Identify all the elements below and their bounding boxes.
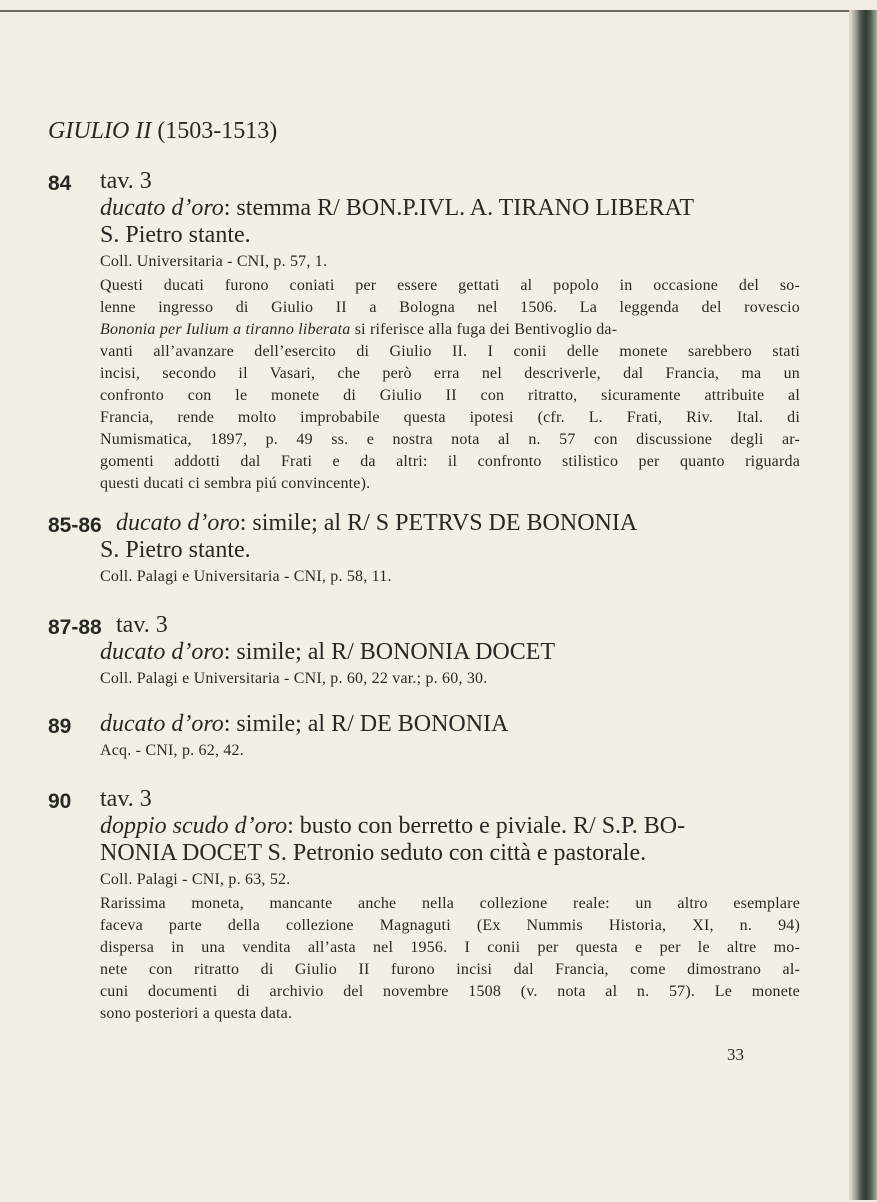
coin-description-2: NONIA DOCET S. Petronio seduto con città e pastorale.: [100, 840, 647, 866]
note-line: lenne ingresso di Giulio II a Bologna nel 1506. La leggenda del rovescio: [100, 299, 800, 316]
page-number: 33: [727, 1045, 744, 1064]
collection-ref: Acq. - CNI, p. 62, 42.: [100, 742, 244, 759]
note-line: vanti all’avanzare dell’esercito di Giulio II. I conii delle monete sarebbero stati: [100, 343, 800, 360]
note-italic: Bononia per Iulium a tiranno liberata: [100, 321, 351, 338]
coin-description: [100, 639, 800, 666]
entry-number: 87-88: [48, 616, 102, 639]
collection-ref: Coll. Universitaria - CNI, p. 57, 1.: [100, 253, 328, 270]
entry-number: 84: [48, 172, 72, 195]
note-line: dispersa in una vendita all’asta nel 1956. I conii per questa e per le altre mo-: [100, 939, 800, 956]
note-line: [100, 319, 800, 341]
ruler-name: GIULIO II: [48, 118, 152, 144]
collection-ref: Coll. Palagi e Universitaria - CNI, p. 60, 22 var.; p. 60, 30.: [100, 670, 488, 687]
note-line: sono posteriori a questa data.: [100, 1005, 293, 1022]
coin-description: [100, 813, 800, 840]
coin-legend: : simile; al R/ S PETRVS DE BONONIA: [239, 510, 638, 536]
coin-legend: : stemma R/ BON.P.IVL. A. TIRANO LIBERAT: [223, 195, 694, 221]
section-heading: [48, 118, 277, 145]
reign-dates: (1503-1513): [157, 118, 278, 144]
note-line: Rarissima moneta, mancante anche nella collezione reale: un altro esemplare: [100, 895, 800, 912]
coin-type: ducato d’oro: [100, 195, 224, 221]
coin-legend: : simile; al R/ DE BONONIA: [223, 711, 509, 737]
coin-legend: : simile; al R/ BONONIA DOCET: [223, 639, 556, 665]
entry-number: 89: [48, 715, 72, 738]
coin-description-2: S. Pietro stante.: [100, 222, 251, 248]
coin-legend: : busto con berretto e piviale. R/ S.P. BO-: [287, 813, 686, 839]
entry-note: [100, 893, 800, 1025]
coin-type: ducato d’oro: [116, 510, 240, 536]
note-line: Questi ducati furono coniati per essere gettati al popolo in occasione del so-: [100, 277, 800, 294]
note-line: questi ducati ci sembra piú convincente).: [100, 475, 371, 492]
coin-description: [100, 711, 800, 738]
tav-ref: tav. 3: [116, 612, 168, 638]
note-line: Numismatica, 1897, p. 49 ss. e nostra nota al n. 57 con discussione degli ar-: [100, 431, 800, 448]
note-line: Francia, rende molto improbabile questa ipotesi (cfr. L. Frati, Riv. Ital. di: [100, 409, 800, 426]
coin-description: [116, 510, 816, 537]
tav-ref: tav. 3: [100, 786, 152, 812]
note-line: incisi, secondo il Vasari, che però erra nel descriverle, dal Francia, ma un: [100, 365, 800, 382]
collection-ref: Coll. Palagi - CNI, p. 63, 52.: [100, 871, 291, 888]
tav-ref: tav. 3: [100, 168, 152, 194]
coin-description-2: S. Pietro stante.: [100, 537, 251, 563]
book-spine: [852, 10, 877, 1200]
coin-description: [100, 195, 800, 222]
note-line: faceva parte della collezione Magnaguti (Ex Nummis Historia, XI, n. 94): [100, 917, 800, 934]
note-line: nete con ritratto di Giulio II furono incisi dal Francia, come dimostrano al-: [100, 961, 800, 978]
coin-type: ducato d’oro: [100, 639, 224, 665]
coin-type: ducato d’oro: [100, 711, 224, 737]
entry-note: [100, 275, 800, 495]
note-line: confronto con le monete di Giulio II con ritratto, sicuramente attribuite al: [100, 387, 800, 404]
entry-number: 85-86: [48, 514, 102, 537]
note-line: cuni documenti di archivio del novembre 1508 (v. nota al n. 57). Le monete: [100, 983, 800, 1000]
entry-number: 90: [48, 790, 72, 813]
collection-ref: Coll. Palagi e Universitaria - CNI, p. 58, 11.: [100, 568, 392, 585]
note-line: gomenti addotti dal Frati e da altri: il confronto stilistico per quanto riguarda: [100, 453, 800, 470]
coin-type: doppio scudo d’oro: [100, 813, 288, 839]
note-line-text: si riferisce alla fuga dei Bentivoglio da-: [354, 321, 618, 338]
